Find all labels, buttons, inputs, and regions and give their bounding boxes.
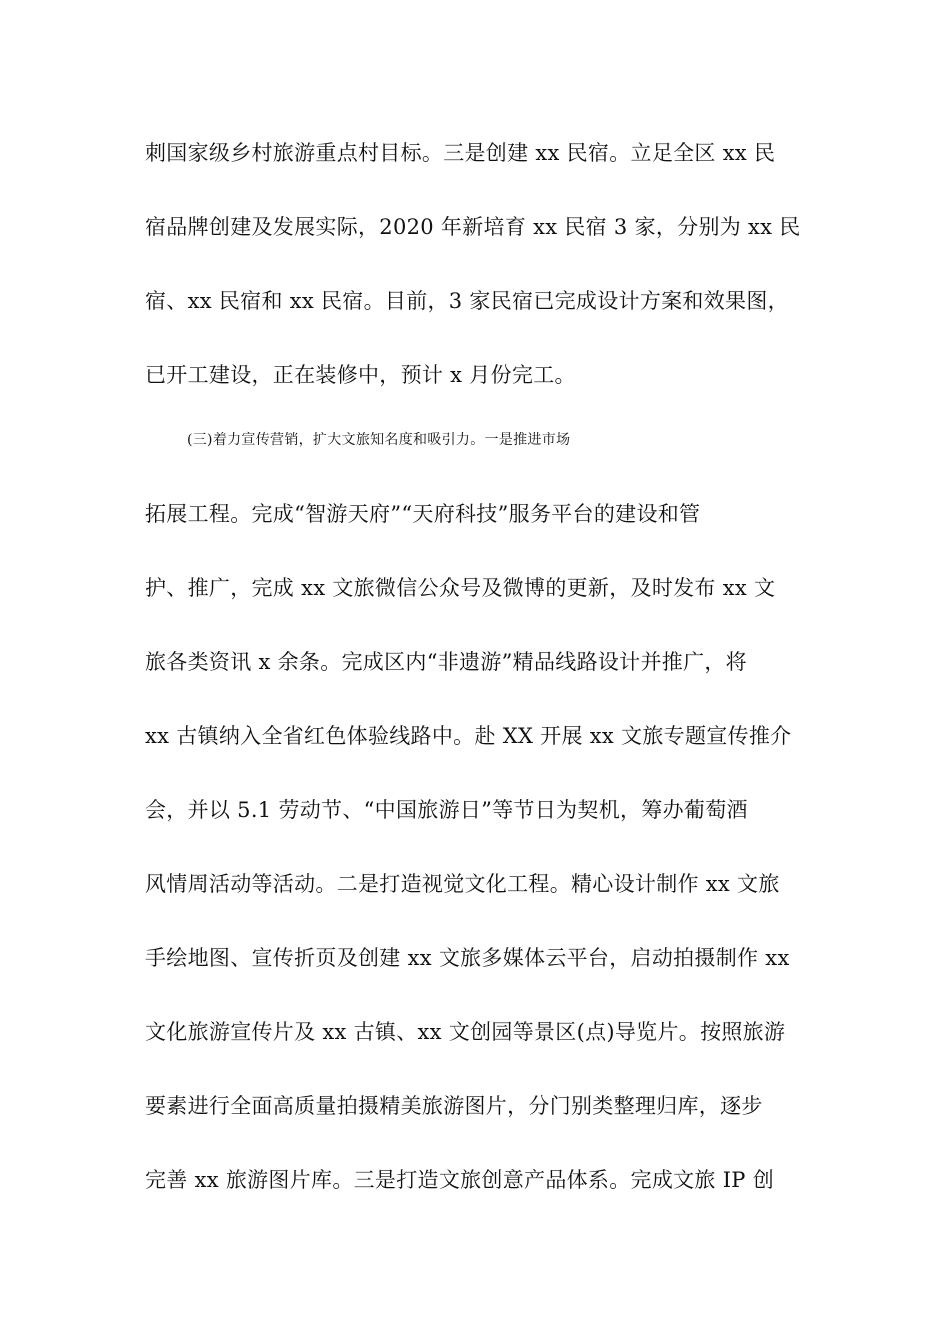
text-line: 手绘地图、宣传折页及创建 xx 文旅多媒体云平台，启动拍摄制作 xx <box>145 946 790 970</box>
text-line: 文化旅游宣传片及 xx 古镇、xx 文创园等景区(点)导览片。按照旅游 <box>145 1020 786 1044</box>
text-line: 拓展工程。完成“智游天府”“天府科技”服务平台的建设和管 <box>145 502 701 526</box>
text-line: 要素进行全面高质量拍摄精美旅游图片，分门别类整理归库，逐步 <box>145 1094 763 1118</box>
text-line: 风情周活动等活动。二是打造视觉文化工程。精心设计制作 xx 文旅 <box>145 872 780 896</box>
text-line: 宿、xx 民宿和 xx 民宿。目前，3 家民宿已完成设计方案和效果图， <box>145 289 789 313</box>
text-line: 已开工建设，正在装修中，预计 x 月份完工。 <box>145 363 576 387</box>
text-line: 宿品牌创建及发展实际，2020 年新培育 xx 民宿 3 家，分别为 xx 民 <box>145 215 801 239</box>
text-line: 旅各类资讯 x 余条。完成区内“非遗游”精品线路设计并推广，将 <box>145 650 747 674</box>
text-line: 护、推广，完成 xx 文旅微信公众号及微博的更新，及时发布 xx 文 <box>145 576 776 600</box>
text-line: 会，并以 5.1 劳动节、“中国旅游日”等节日为契机，筹办葡萄酒 <box>145 798 748 822</box>
paragraph-heading-line: (三)着力宣传营销，扩大文旅知名度和吸引力。一是推进市场 <box>187 432 571 448</box>
text-line: 刺国家级乡村旅游重点村目标。三是创建 xx 民宿。立足全区 xx 民 <box>145 141 776 165</box>
text-line: xx 古镇纳入全省红色体验线路中。赴 XX 开展 xx 文旅专题宣传推介 <box>145 724 792 748</box>
text-line: 完善 xx 旅游图片库。三是打造文旅创意产品体系。完成文旅 IP 创 <box>145 1168 775 1192</box>
